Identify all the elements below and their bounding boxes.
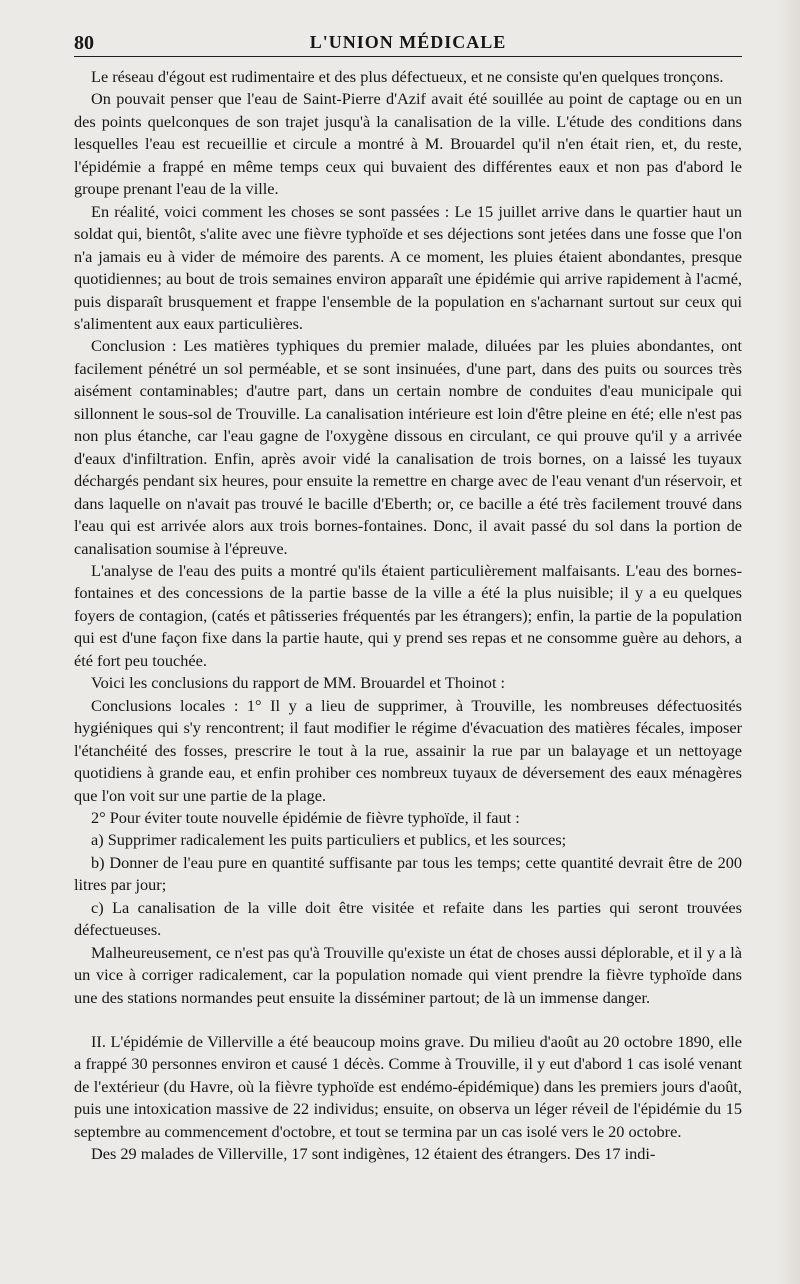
list-item-b: b) Donner de l'eau pure en quantité suffisante par tous les temps; cette quantité devrait être de 200 litres par jour; <box>74 852 742 895</box>
list-item-c: c) La canalisation de la ville doit être visitée et refaite dans les parties qui seront trouvées défectueuses. <box>74 897 742 940</box>
page-number: 80 <box>74 32 94 54</box>
paragraph-report-intro: Voici les conclusions du rapport de MM. Brouardel et Thoinot : <box>91 673 506 693</box>
article-body <box>74 66 742 1166</box>
list-item-a: a) Supprimer radicalement les puits particuliers et publics, et les sources; <box>91 830 567 850</box>
paragraph-local-conclusions: Conclusions locales : 1° Il y a lieu de supprimer, à Trouville, les nombreuses défectuosités hygiéniques qui s'y rencontrent; il faut modifier le régime d'évacuation des matières fécales, imposer l'étanchéité des fosses, prescrire le tout à la rue, assainir la rue par un balayage et un nettoyage quotidiens à grande eau, et enfin prohiber ces nombreux tuyaux de déversement des eaux ménagères que l'on voit sur une partie de la plage. <box>74 695 742 805</box>
paragraph-unfortunately: Malheureusement, ce n'est pas qu'à Trouville qu'existe un état de choses aussi déplorable, et il y a là un vice à corriger radicalement, car la population nomade qui vient prendre la fièvre typhoïde dans une des stations normandes peut ensuite la disséminer partout; de là un immense danger. <box>74 942 742 1007</box>
paragraph-sewer-network: Le réseau d'égout est rudimentaire et des plus défectueux, et ne consiste qu'en quelques tronçons. <box>91 67 724 86</box>
paragraph-villerville-patients: Des 29 malades de Villerville, 17 sont indigènes, 12 étaient des étrangers. Des 17 indi- <box>91 1144 656 1164</box>
paragraph-conclusion: Conclusion : Les matières typhiques du premier malade, diluées par les pluies abondantes, ont facilement pénétré un sol perméable, et se sont insinuées, d'une part, dans des puits ou sources très aisément contaminables; d'autre part, dans un certain nombre de conduites d'eau municipale qui sillonnent le sous-sol de Trouville. La canalisation intérieure est loin d'être pleine en été; elle n'est pas non plus étanche, car l'eau gagne de l'oxygène dissous en circulant, ce qui prouve qu'il y a arrivée d'eaux d'infiltration. Enfin, après avoir vidé la canalisation de trois bornes, on a laissé les tuyaux déchargés pendant six heures, pour ensuite la remettre en charge avec de l'eau venant d'un réservoir, et dans laquelle on n'avait pas trouvé le bacille d'Eberth; or, ce bacille a été très facilement trouvé dans l'eau qui est arrivée alors aux trois bornes-fontaines. Donc, il avait passé du sol dans la portion de canalisation soumise à l'épreuve. <box>74 336 742 558</box>
page-header <box>74 30 742 57</box>
page-edge-shading <box>778 0 800 1284</box>
running-head: L'UNION MÉDICALE <box>309 32 507 52</box>
paragraph-water-source: On pouvait penser que l'eau de Saint-Pierre d'Azif avait été souillée au point de captage ou en un des points quelconques de son trajet jusqu'à la canalisation de la ville. L'étude des conditions dans lesquelles l'eau est recueillie et circule a montré à M. Brouardel qu'il n'en était rien, et, du reste, l'épidémie a frappé en même temps ceux qui buvaient des différentes eaux et non pas d'abord le groupe prenant l'eau de la ville. <box>74 89 742 199</box>
paragraph-well-analysis: L'analyse de l'eau des puits a montré qu'ils étaient particulièrement malfaisants. L'eau des bornes-fontaines et des concessions de la partie basse de la ville a été la plus nuisible; il y a eu quelques foyers de contagion, (catés et pâtisseries fréquentés par les étrangers); enfin, la partie de la population qui est d'une façon fixe dans la partie haute, qui y prend ses repas et ne consomme guère au dehors, a été fort peu touchée. <box>74 560 742 670</box>
paragraph-villerville-epidemic: II. L'épidémie de Villerville a été beaucoup moins grave. Du milieu d'août au 20 octobre 1890, elle a frappé 30 personnes environ et causé 1 décès. Comme à Trouville, il y eut d'abord 1 cas isolé venant de l'extérieur (du Havre, où la fièvre typhoïde est endémo-épidémique) dans les premiers jours d'août, puis une intoxication massive de 22 individus; ensuite, on observa un léger réveil de l'épidémie du 15 septembre au commencement d'octobre, et tout se termina par un cas isolé vers le 20 octobre. <box>74 1032 742 1141</box>
paragraph-prevention-intro: 2° Pour éviter toute nouvelle épidémie de fièvre typhoïde, il faut : <box>91 807 520 827</box>
paragraph-sequence-of-events: En réalité, voici comment les choses se sont passées : Le 15 juillet arrive dans le quartier haut un soldat qui, bientôt, s'alite avec une fièvre typhoïde et ses déjections sont jetées dans une fosse que l'on n'a jamais eu à vider de mémoire des parents. A ce moment, les pluies étaient abondantes, presque quotidiennes; au bout de trois semaines environ apparaît une épidémie qui arrive rapidement à l'acmé, puis disparaît brusquement et frappe l'ensemble de la population en s'acharnant surtout sur ceux qui s'alimentent aux eaux particulières. <box>74 201 742 333</box>
